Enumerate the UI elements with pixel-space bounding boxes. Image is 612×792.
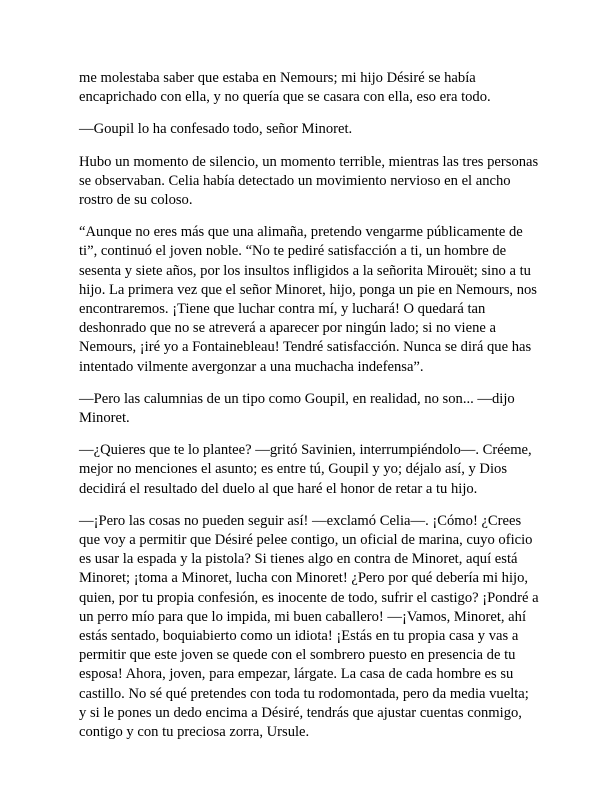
document-page bbox=[79, 69, 539, 755]
paragraph-3: Hubo un momento de silencio, un momento terrible, mientras las tres personas se observaban. Celia había detectado un movimiento nervioso en el ancho rostro de su coloso. bbox=[79, 153, 539, 209]
paragraph-6: —¿Quieres que te lo plantee? —gritó Savinien, interrumpiéndolo—. Créeme, mejor no menciones el asunto; es entre tú, Goupil y yo; déjalo así, y Dios decidirá el resultado del duelo al que haré el honor de retar a tu hijo. bbox=[79, 442, 532, 497]
paragraph-1: me molestaba saber que estaba en Nemours; mi hijo Désiré se había encaprichado con ella, y no quería que se casara con ella, eso era todo. bbox=[79, 70, 491, 106]
paragraph-2: —Goupil lo ha confesado todo, señor Minoret. bbox=[79, 121, 353, 138]
paragraph-5: —Pero las calumnias de un tipo como Goupil, en realidad, no son... —dijo Minoret. bbox=[79, 390, 515, 427]
paragraph-4: “Aunque no eres más que una alimaña, pretendo vengarme públicamente de ti”, continuó el joven noble. “No te pediré satisfacción a ti, un hombre de sesenta y siete años, por los insultos infligidos a la señorita Mirouët; sino a tu hijo. La primera vez que el señor Minoret, hijo, ponga un pie en Nemours, nos encontraremos. ¡Tiene que luchar contra mí, y luchará! O quedará tan deshonrado que no se atreverá a aparecer por ningún lado; si no viene a Nemours, ¡iré yo a Fontainebleau! Tendré satisfacción. Nunca se dirá que has intentado vilmente avergonzar a una muchacha indefensa”. bbox=[79, 224, 537, 375]
paragraph-7: —¡Pero las cosas no pueden seguir así! —exclamó Celia—. ¡Cómo! ¿Crees que voy a permitir que Désiré pelee contigo, un oficial de marina, cuyo oficio es usar la espada y la pistola? Si tienes algo en contra de Minoret, aquí está Minoret; ¡toma a Minoret, lucha con Minoret! ¿Pero por qué debería mi hijo, quien, por tu propia confesión, es inocente de todo, sufrir el castigo? ¡Pondré a un perro mío para que lo impida, mi buen caballero! —¡Vamos, Minoret, ahí estás sentado, boquiabierto como un idiota! ¡Estás en tu propia casa y vas a permitir que este joven se quede con el sombrero puesto en presencia de tu esposa! Ahora, joven, para empezar, lárgate. La casa de cada hombre es su castillo. No sé qué pretendes con toda tu rodomontada, pero da media vuelta; y si le pones un dedo encima a Désiré, tendrás que ajustar cuentas conmigo, contigo y con tu preciosa zorra, Ursule. bbox=[79, 512, 539, 741]
